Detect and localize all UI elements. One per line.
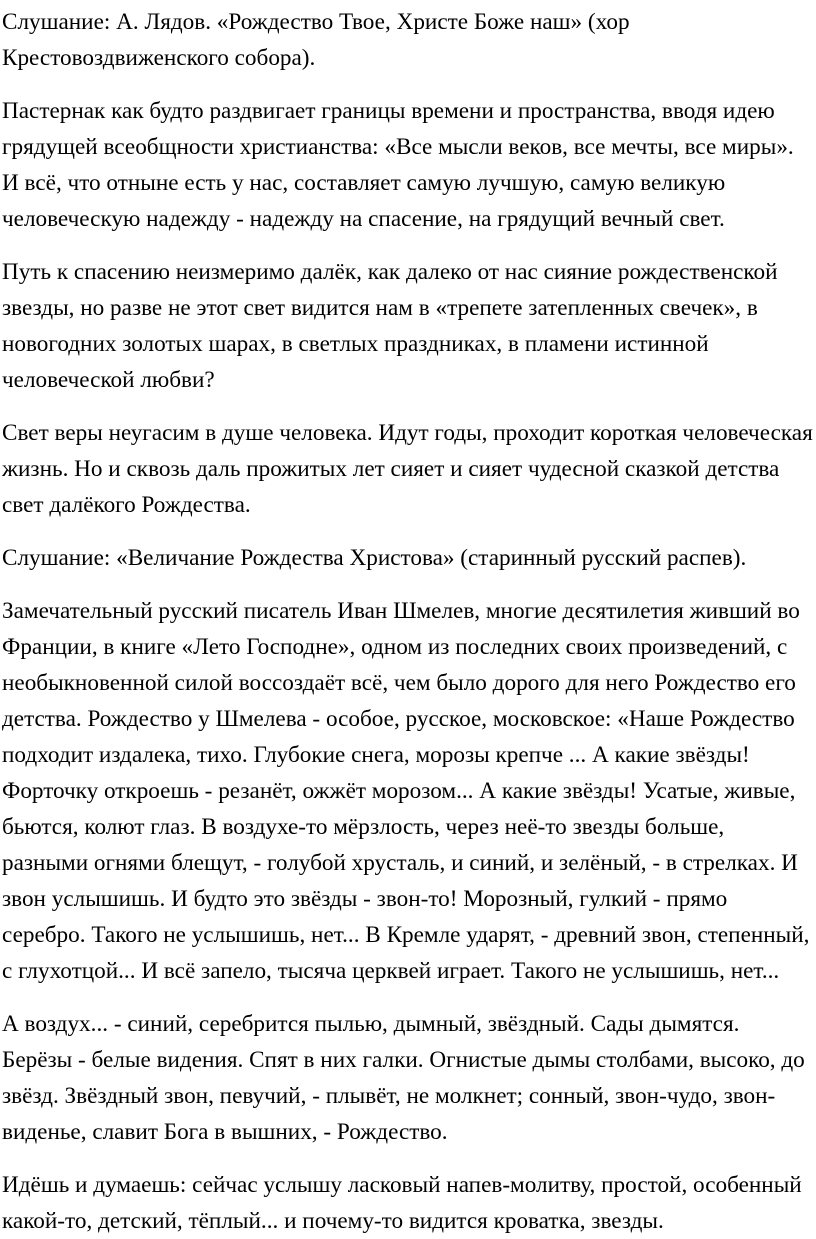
paragraph-listening-lyadov: Слушание: А. Лядов. «Рождество Твое, Христе Боже наш» (хор Крестовоздвиженского собора). bbox=[2, 9, 630, 71]
paragraph-walking-thinking: Идёшь и думаешь: сейчас услышу ласковый напев-молитву, простой, особенный какой-то, детский, тёплый... и почему-то видится кроватка, звезды. bbox=[2, 1172, 802, 1234]
paragraph-light-of-faith: Свет веры неугасим в душе человека. Идут годы, проходит короткая человеческая жизнь. Но и сквозь даль прожитых лет сияет и сияет чудесной сказкой детства свет далёкого Рождества. bbox=[2, 420, 813, 518]
paragraph-pasternak: Пастернак как будто раздвигает границы времени и пространства, вводя идею грядущей всеобщности христианства: «Все мысли веков, все мечты, все миры». И всё, что отныне есть у нас, составляет самую лучшую, самую великую человеческую надежду - надежду на спасение, на грядущий вечный свет. bbox=[2, 98, 794, 232]
paragraph-shmelev: Замечательный русский писатель Иван Шмелев, многие десятилетия живший во Франции, в книге «Лето Господне», одном из последних своих произведений, с необыкновенной силой воссоздаёт всё, чем было дорого для него Рождество его детства. Рождество у Шмелева - особое, русское, московское: «Наше Рождество подходит издалека, тихо. Глубокие снега, морозы крепче ... А какие звёзды! Форточку откроешь - резанёт, ожжёт морозом... А какие звёзды! Усатые, живые, бьются, колют глаз. В воздухе-то мёрзлость, через неё-то звезды больше, разными огнями блещут, - голубой хрусталь, и синий, и зелёный, - в стрелках. И звон услышишь. И будто это звёзды - звон-то! Морозный, гулкий - прямо серебро. Такого не услышишь, нет... В Кремле ударят, - древний звон, степенный, с глухотцой... И всё запело, тысяча церквей играет. Такого не услышишь, нет... bbox=[2, 598, 810, 984]
paragraph-air: А воздух... - синий, серебрится пылью, дымный, звёздный. Сады дымятся. Берёзы - белые видения. Спят в них галки. Огнистые дымы столбами, высоко, до звёзд. Звёздный звон, певучий, - плывёт, не молкнет; сонный, звон-чудо, звон-виденье, славит Бога в вышних, - Рождество. bbox=[2, 1011, 805, 1145]
paragraph-listening-velichanie: Слушание: «Величание Рождества Христова» (старинный русский распев). bbox=[2, 545, 747, 571]
paragraph-path-to-salvation: Путь к спасению неизмеримо далёк, как далеко от нас сияние рождественской звезды, но разве не этот свет видится нам в «трепете затепленных свечек», в новогодних золотых шарах, в светлых праздниках, в пламени истинной человеческой любви? bbox=[2, 259, 778, 393]
